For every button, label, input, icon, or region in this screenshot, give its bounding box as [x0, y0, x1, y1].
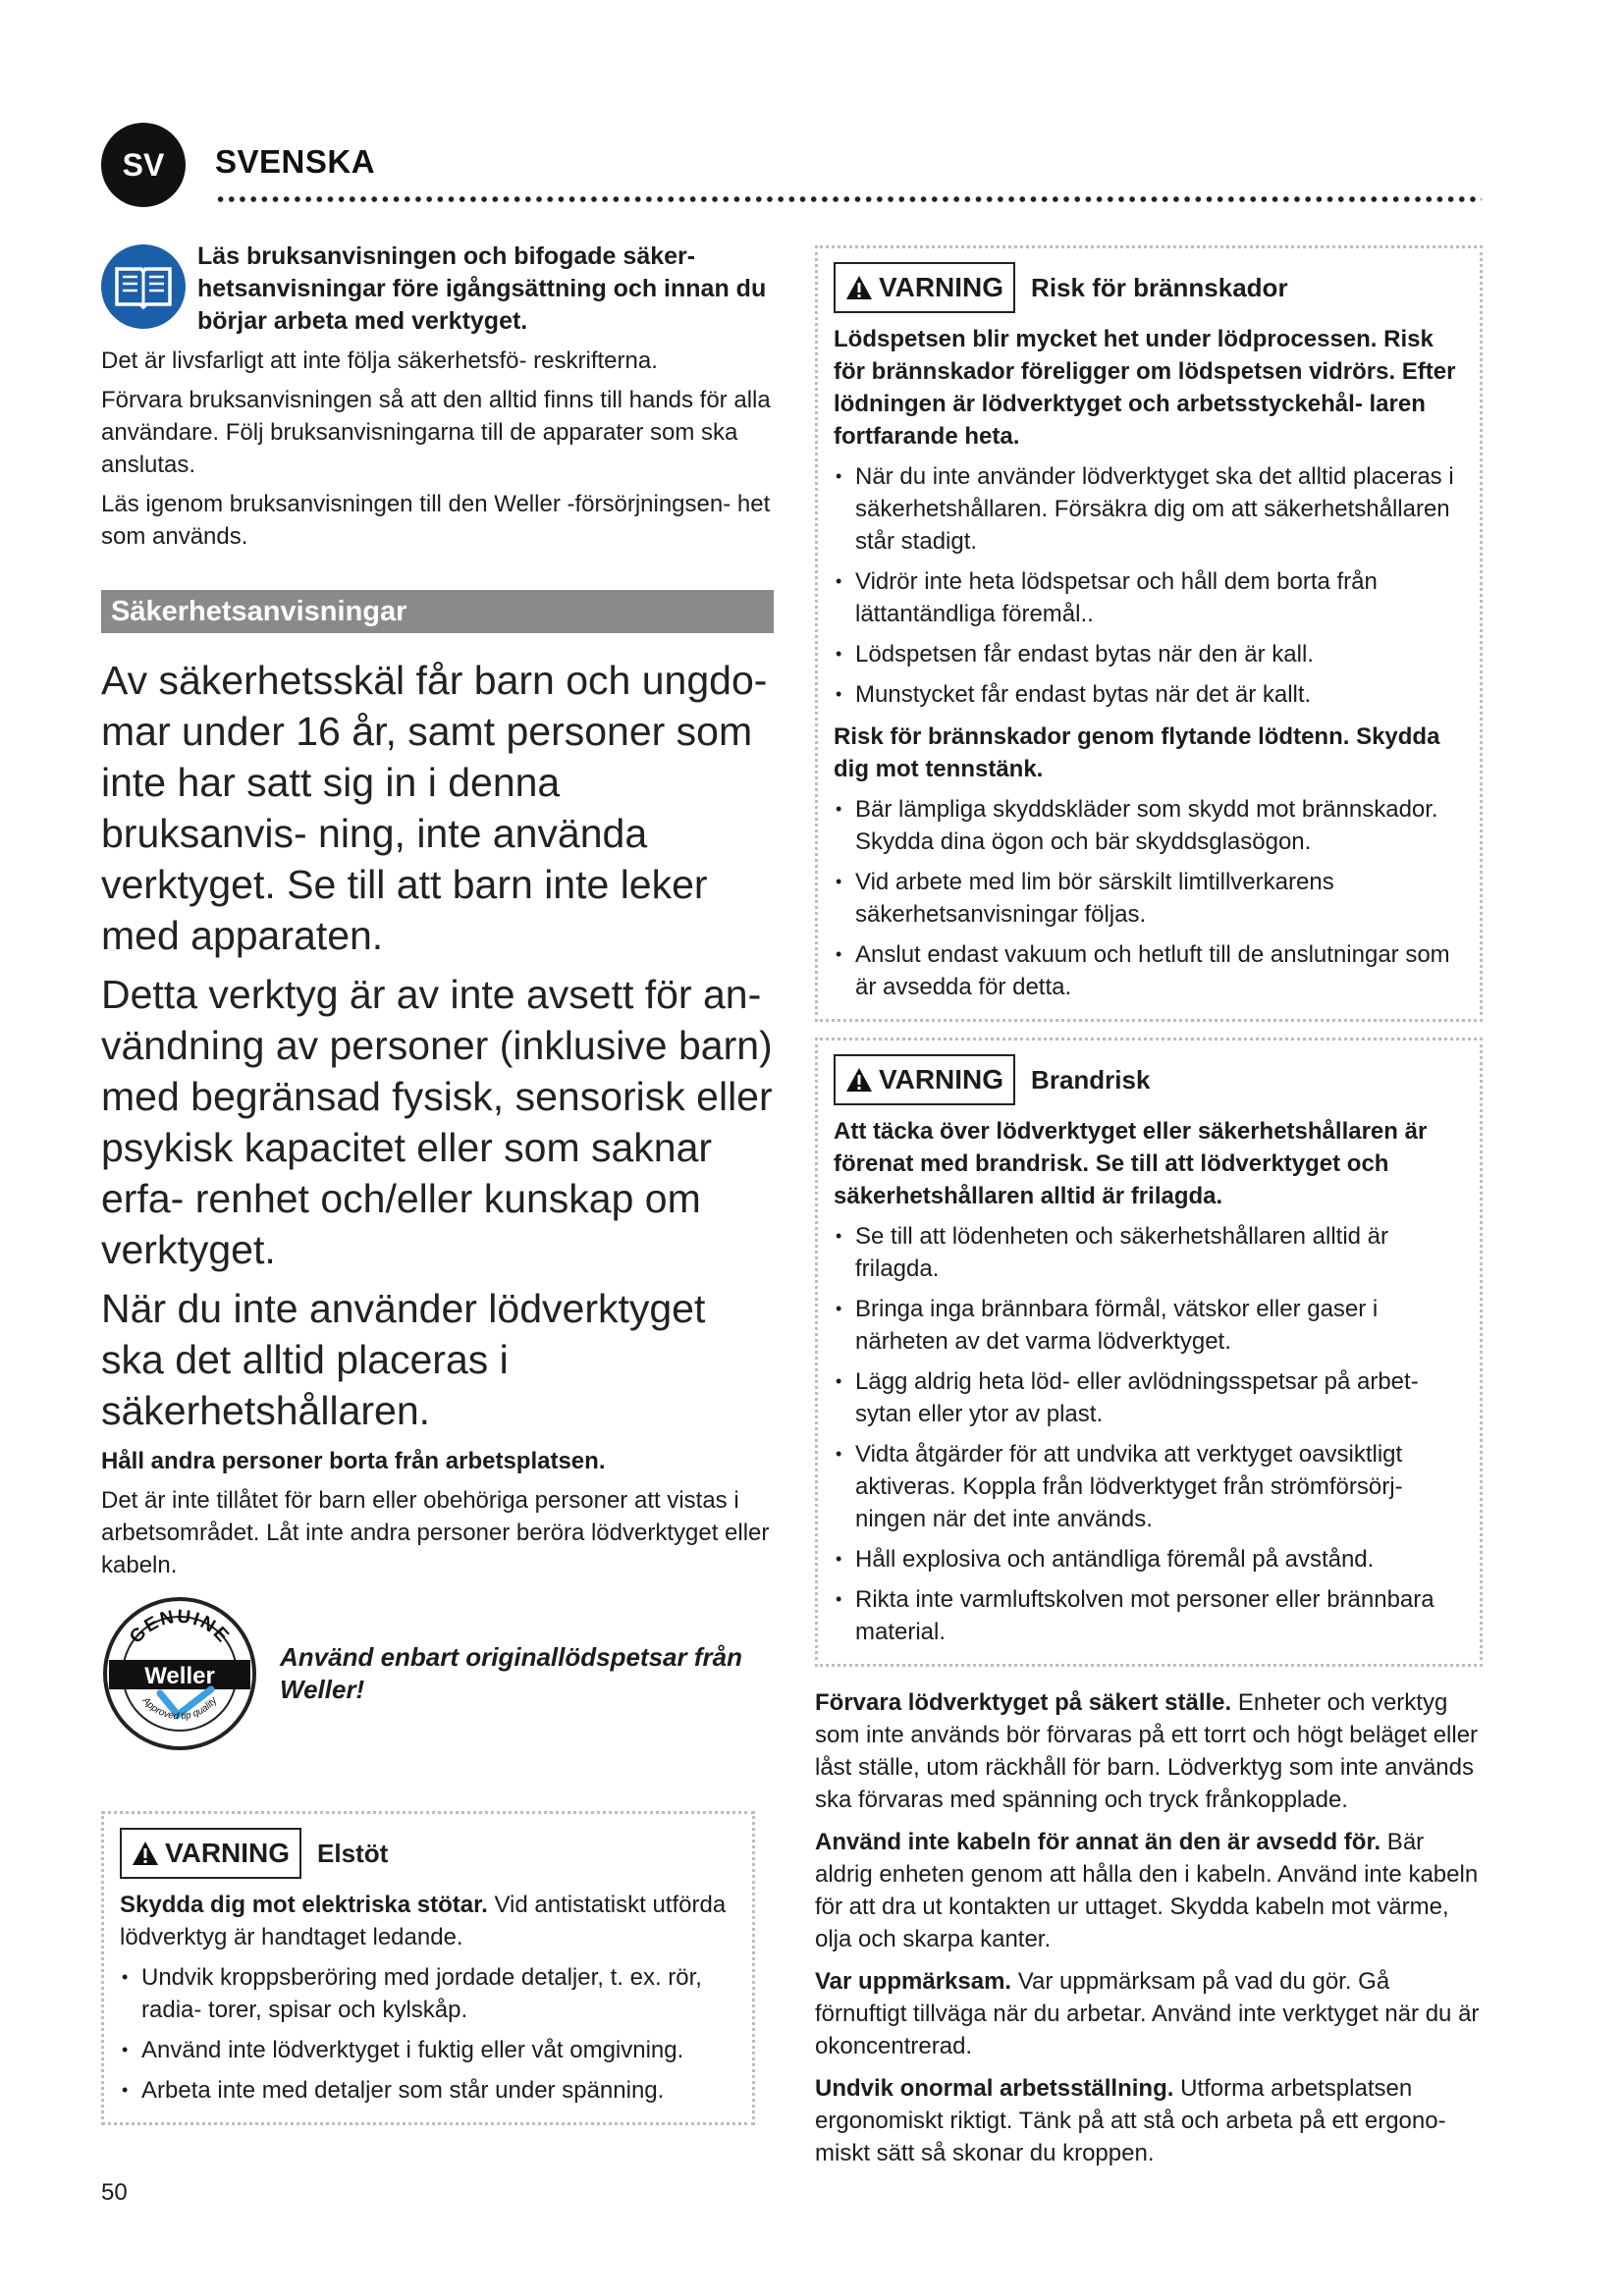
warning-title: Elstöt	[317, 1838, 389, 1868]
paragraph	[815, 1826, 1483, 1955]
paragraph	[815, 1965, 1483, 2062]
big-warning-3: När du inte använder lödverktyget ska det alltid placeras i säkerhetshållaren.	[101, 1286, 706, 1433]
weller-row	[101, 1595, 774, 1752]
warning-burn	[815, 245, 1483, 1022]
page-number: 50	[101, 2179, 128, 2206]
intro-paragraph-3: Läs igenom bruksanvisningen till den Weller -försörjningsen- het som används.	[101, 491, 771, 550]
list-item: • Vidrör inte heta lödspetsar och håll dem borta från lättantändliga föremål..	[834, 565, 1464, 630]
badge-bottom-text: Approved tip quality	[139, 1695, 220, 1723]
badge-brand-text: Weller	[144, 1663, 215, 1689]
paragraph-bold: Förvara lödverktyget på säkert ställe.	[815, 1689, 1232, 1716]
keep-away-heading: Håll andra personer borta från arbetsplatsen.	[101, 1448, 606, 1474]
list-item: • Anslut endast vakuum och hetluft till de anslutningar som är avsedda för detta.	[834, 938, 1464, 1003]
paragraph-rest: Bär aldrig enheten genom att hålla den i kabeln. Använd inte kabeln för att dra ut kontakten ur uttaget. Skydda kabeln mot värme, olja och skarpa kanter.	[815, 1829, 1479, 1952]
list-item: • Se till att lödenheten och säkerhetshållaren alltid är frilagda.	[834, 1220, 1464, 1285]
list-item: • Lägg aldrig heta löd- eller avlödningsspetsar på arbet- sytan eller ytor av plast.	[834, 1365, 1464, 1430]
warning-electric	[101, 1811, 755, 2125]
list-item: • Använd inte lödverktyget i fuktig eller våt omgivning.	[120, 2034, 736, 2066]
warning-lead-bold: Att täcka över lödverktyget eller säkerhetshållaren är förenat med brandrisk. Se till att lödverktyget och säkerhetshållaren alltid är frilagda.	[834, 1118, 1428, 1209]
list-item: • Bär lämpliga skyddskläder som skydd mot brännskador. Skydda dina ögon och bär skyddsglasögon.	[834, 793, 1464, 858]
weller-tip-text: Använd enbart originallödspetsar från Weller!	[280, 1642, 742, 1704]
warning-title: Risk för brännskador	[1031, 272, 1288, 302]
paragraph-rest: Var uppmärksam på vad du gör. Gå förnuftigt tillväga när du arbetar. Använd inte verktyget när du är okoncentrerad.	[815, 1968, 1480, 2059]
warning-lead-rest: Vid antistatiskt utförda lödverktyg är handtaget ledande.	[120, 1892, 727, 1950]
right-paragraphs	[815, 1686, 1483, 2169]
list-item: • När du inte använder lödverktyget ska det alltid placeras i säkerhetshållaren. Försäkra dig om att säkerhetshållaren står stadigt.	[834, 460, 1464, 558]
left-column	[101, 240, 774, 2125]
warning-badge	[834, 262, 1015, 313]
warning-list	[834, 1220, 1464, 1648]
list-item: • Bringa inga brännbara förmål, vätskor eller gaser i närheten av det varma lödverktyget.	[834, 1293, 1464, 1358]
intro-bold-text: Läs bruksanvisningen och bifogade säker- hetsanvisningar före igångsättning och innan du börjar arbeta med verktyget.	[197, 242, 767, 335]
list-item: • Rikta inte varmluftskolven mot personer eller brännbara material.	[834, 1583, 1464, 1648]
list-item: • Munstycket får endast bytas när det är kallt.	[834, 678, 1464, 711]
open-book-icon	[113, 263, 174, 310]
warning-header	[120, 1828, 736, 1879]
warning-triangle-icon	[845, 1067, 873, 1093]
warning-label: VARNING	[879, 1064, 1004, 1095]
list-item: • Vidta åtgärder för att undvika att verktyget oavsiktligt aktiveras. Koppla från lödverktyget från strömförsörj- ningen när det inte används.	[834, 1438, 1464, 1535]
warning-label: VARNING	[165, 1838, 291, 1868]
badge-top-text: GENUINE	[126, 1606, 235, 1648]
language-code: SV	[122, 146, 165, 183]
warning-fire	[815, 1038, 1483, 1667]
warning-mid-bold: Risk för brännskador genom flytande lödtenn. Skydda dig mot tennstänk.	[834, 723, 1440, 782]
warning-mid	[834, 721, 1464, 785]
language-badge	[101, 123, 186, 207]
list-item: • Arbeta inte med detaljer som står under spänning.	[120, 2074, 736, 2107]
paragraph	[815, 2072, 1483, 2169]
paragraph	[815, 1686, 1483, 1816]
big-warning-2: Detta verktyg är av inte avsett för an- vändning av personer (inklusive barn) med begränsad fysisk, sensorisk eller psykisk kapacitet eller som saknar erfa- renhet och/eller kunskap om verktyget.	[101, 972, 773, 1272]
paragraph-bold: Undvik onormal arbetsställning.	[815, 2075, 1174, 2102]
weller-genuine-badge	[101, 1595, 258, 1752]
warning-list	[834, 460, 1464, 711]
right-column	[815, 245, 1483, 2169]
book-icon	[101, 244, 186, 329]
warning-label: VARNING	[879, 272, 1004, 302]
warning-lead	[834, 323, 1464, 453]
big-warning-1: Av säkerhetsskäl får barn och ungdo- mar under 16 år, samt personer som inte har satt sig in i denna bruksanvis- ning, inte använda verktyget. Se till att barn inte leker med apparaten.	[101, 658, 768, 958]
warning-badge	[120, 1828, 301, 1879]
list-item: • Undvik kroppsberöring med jordade detaljer, t. ex. rör, radia- torer, spisar och kylskåp.	[120, 1961, 736, 2026]
dotted-rule	[215, 195, 1482, 203]
list-item: • Vid arbete med lim bör särskilt limtillverkarens säkerhetsanvisningar följas.	[834, 866, 1464, 931]
section-heading: Säkerhetsanvisningar	[101, 590, 774, 633]
warning-header	[834, 262, 1464, 313]
warning-lead	[120, 1889, 736, 1953]
keep-away-text: Det är inte tillåtet för barn eller obehöriga personer att vistas i arbetsområdet. Låt inte andra personer beröra lödverktyget eller kabeln.	[101, 1487, 770, 1578]
paragraph-rest: Utforma arbetsplatsen ergonomiskt riktigt. Tänk på att stå och arbeta på ett ergono- miskt sätt så skonar du kroppen.	[815, 2075, 1446, 2166]
list-item: • Håll explosiva och antändliga föremål på avstånd.	[834, 1543, 1464, 1575]
intro-block	[101, 240, 774, 338]
warning-triangle-icon	[845, 275, 873, 300]
paragraph-bold: Använd inte kabeln för annat än den är avsedd för.	[815, 1829, 1381, 1855]
warning-title: Brandrisk	[1031, 1064, 1151, 1095]
warning-lead	[834, 1115, 1464, 1212]
warning-lead-bold: Lödspetsen blir mycket het under lödprocessen. Risk för brännskador föreligger om lödspetsen vidrörs. Efter lödningen är lödverktyget och arbetsstyckehål- laren fortfarande heta.	[834, 326, 1456, 450]
warning-header	[834, 1054, 1464, 1105]
paragraph-rest: Enheter och verktyg som inte används bör förvaras på ett torrt och högt beläget eller låst ställe, utom räckhåll för barn. Lödverktyg som inte används ska förvaras med spänning och tryck frånkopplade.	[815, 1689, 1479, 1813]
warning-list	[834, 793, 1464, 1003]
warning-list	[120, 1961, 736, 2107]
intro-paragraph-2: Förvara bruksanvisningen så att den alltid finns till hands för alla användare. Följ bruksanvisningarna till de apparater som ska anslutas.	[101, 387, 771, 478]
warning-lead-bold: Skydda dig mot elektriska stötar.	[120, 1892, 488, 1918]
paragraph-bold: Var uppmärksam.	[815, 1968, 1012, 1995]
warning-badge	[834, 1054, 1015, 1105]
language-title: SVENSKA	[215, 143, 376, 180]
warning-triangle-icon	[132, 1841, 159, 1866]
intro-paragraph-1: Det är livsfarligt att inte följa säkerhetsfö- reskrifterna.	[101, 347, 658, 374]
list-item: • Lödspetsen får endast bytas när den är kall.	[834, 638, 1464, 670]
